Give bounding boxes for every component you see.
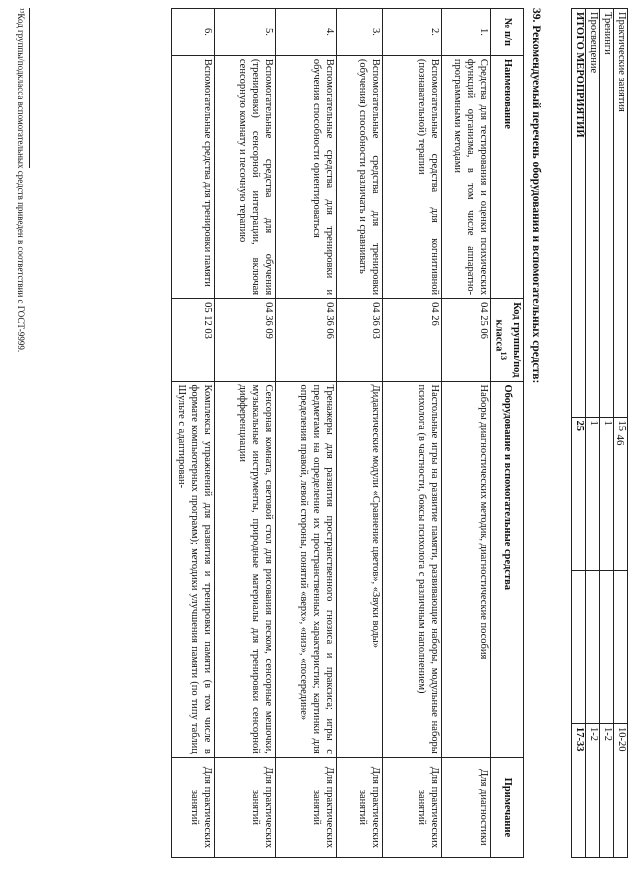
header-note: Примечание xyxy=(490,757,523,857)
row-number: 6. xyxy=(171,9,214,56)
row-name: Вспомогательные средства для когнитивной (познавательной) терапии xyxy=(382,55,441,298)
row-note: Для практических занятий xyxy=(214,757,275,857)
summary-label: Просвещение xyxy=(586,9,600,418)
row-equipment: Дидактические модули «Сравнение цветов», «Звуки воды» xyxy=(336,381,382,757)
summary-range: 1-2 xyxy=(600,724,614,858)
row-equipment: Наборы диагностических методик, диагностические пособия xyxy=(441,381,490,757)
row-note: Для практических занятий xyxy=(171,757,214,857)
row-name: Вспомогательные средства для тренировки (обучения) способности различать и сравнивать xyxy=(336,55,382,298)
summary-empty xyxy=(586,570,600,723)
row-name: Вспомогательные средства для тренировки памяти xyxy=(171,55,214,298)
row-note: Для практических занятий xyxy=(382,757,441,857)
table-row xyxy=(382,9,441,858)
table-row xyxy=(600,9,614,858)
table-row xyxy=(336,9,382,858)
page-number: 46 xyxy=(614,434,626,446)
summary-label: Тренинги xyxy=(600,9,614,418)
row-note: Для диагностики xyxy=(441,757,490,857)
footnote-divider xyxy=(29,8,30,168)
row-note: Для практических занятий xyxy=(336,757,382,857)
header-equipment: Оборудование и вспомогательные средства xyxy=(490,381,523,757)
row-number: 2. xyxy=(382,9,441,56)
table-row xyxy=(171,9,214,858)
row-code: 04 25 06 xyxy=(441,299,490,381)
table-header-row xyxy=(490,9,523,858)
summary-label: ИТОГО МЕРОПРИЯТИЙ xyxy=(572,9,586,418)
header-name: Наименование xyxy=(490,55,523,298)
summary-label: Практические занятия xyxy=(614,9,628,418)
header-number: № п/п xyxy=(490,9,523,56)
row-code: 04 36 09 xyxy=(214,299,275,381)
rotated-page-content xyxy=(8,8,628,886)
header-code xyxy=(490,299,523,381)
header-code-label: Код группы/под класса xyxy=(493,302,522,378)
row-equipment: Сенсорная комната, световой стол для рисования песком, сенсорные мешочки, музыкальные инструменты, природные материалы для тренировки сенсорной дифференциации xyxy=(214,381,275,757)
table-row xyxy=(614,9,628,858)
table-row xyxy=(586,9,600,858)
row-equipment: Тренажеры для развития пространственного гнозиса и праксиса; игры с предметами на определение их пространственных характеристик; картинки для определения правой, левой стороны, понятий «верх», «низ», «посередине» xyxy=(275,381,336,757)
row-code: 04 36 06 xyxy=(275,299,336,381)
events-summary-table xyxy=(571,8,628,858)
equipment-table xyxy=(171,8,524,858)
table-row xyxy=(214,9,275,858)
row-number: 1. xyxy=(441,9,490,56)
table-row-total xyxy=(572,9,586,858)
summary-empty xyxy=(614,570,628,723)
footnote: ¹³Код группы/подкласса вспомогательных средств приведен в соответствии с ГОСТ-9999. xyxy=(16,8,26,353)
row-code: 04 36 03 xyxy=(336,299,382,381)
row-equipment: Настольные игры на развитие памяти, развивающие наборы, модульные наборы психолога (в частности, боксы психолога с различным наполнением) xyxy=(382,381,441,757)
summary-count: 25 xyxy=(572,417,586,570)
row-number: 4. xyxy=(275,9,336,56)
row-name: Вспомогательные средства для тренировки и обучения способности ориентироваться xyxy=(275,55,336,298)
row-note: Для практических занятий xyxy=(275,757,336,857)
row-number: 5. xyxy=(214,9,275,56)
row-name: Вспомогательные средства для обучения (тренировки) сенсорной интеграции, включая сенсорную комнату и песочную терапию xyxy=(214,55,275,298)
header-code-footnote-mark: 13 xyxy=(499,351,510,361)
row-code: 04 26 xyxy=(382,299,441,381)
table-row xyxy=(441,9,490,858)
summary-range: 10-20 xyxy=(614,724,628,858)
table-row xyxy=(275,9,336,858)
summary-range: 1-2 xyxy=(586,724,600,858)
summary-count: 1 xyxy=(586,417,600,570)
row-number: 3. xyxy=(336,9,382,56)
row-name: Средства для тестирования и оценки психических функций организма, в том числе аппаратно-программными методами xyxy=(441,55,490,298)
section-title: 39. Рекомендуемый перечень оборудования и вспомогательных средств: xyxy=(530,8,542,384)
summary-empty xyxy=(600,570,614,723)
row-code: 05 12 03 xyxy=(171,299,214,381)
summary-range: 17-33 xyxy=(572,724,586,858)
summary-count: 1 xyxy=(600,417,614,570)
summary-empty xyxy=(572,570,586,723)
row-equipment: Комплексы упражнений для развития и тренировки памяти (в том числе в формате компьютерных программ); методики улучшения памяти (по типу таблиц Шульте с адаптирован- xyxy=(171,381,214,757)
summary-count: 15 xyxy=(614,417,628,570)
